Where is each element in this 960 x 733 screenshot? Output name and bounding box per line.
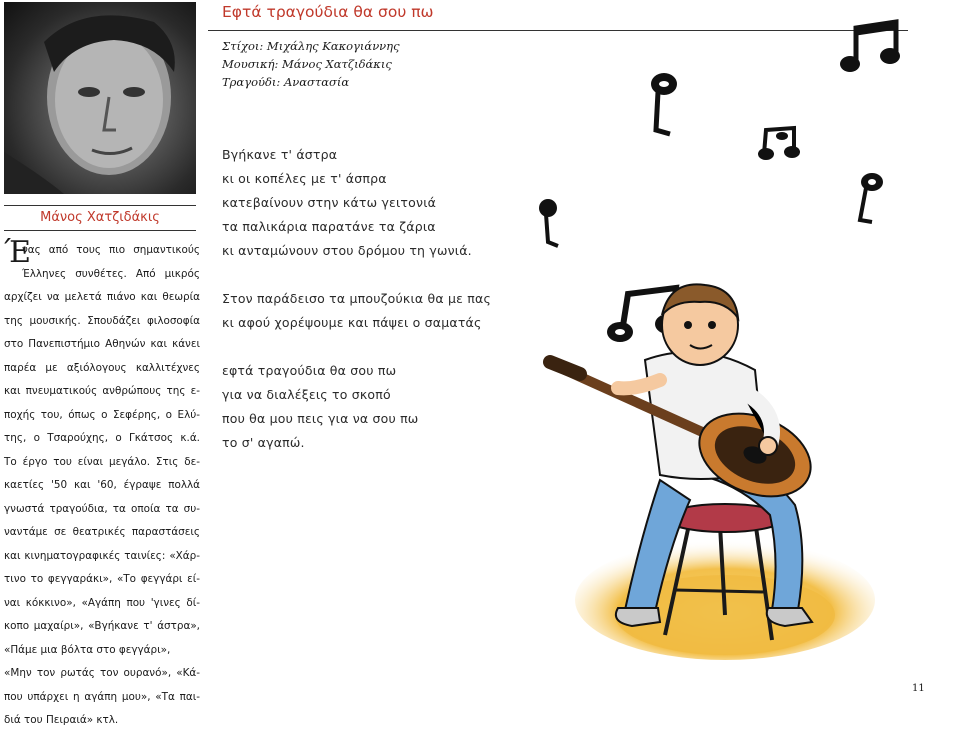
lyric-line: που θα μου πεις για να σου πω: [222, 411, 419, 426]
drop-cap: Έ: [4, 235, 31, 270]
eighth-note-icon: [640, 70, 686, 140]
lyric-line: για να διαλέξεις το σκοπό: [222, 387, 391, 402]
lyric-line: κι οι κοπέλες με τ' άσπρα: [222, 171, 387, 186]
bio-line: ναι κόκκινο», «Αγάπη που 'γινες δί-: [4, 596, 200, 609]
lyricist-credit: Στίχοι: Μιχάλης Κακογιάννης: [222, 39, 400, 53]
song-credits: [222, 37, 400, 91]
beamed-note-icon: [756, 124, 802, 162]
lyric-line: τα παλικάρια παρατάνε τα ζάρια: [222, 219, 436, 234]
lyric-line: κι αφού χορέψουμε και πάψει ο σαματάς: [222, 315, 482, 330]
eighth-note-icon: [848, 170, 888, 228]
bio-line: παρέα με αξιόλογους καλλιτέχνες: [4, 361, 200, 374]
bouzouki-player-illustration: [540, 270, 920, 670]
eighth-note-icon: [532, 196, 566, 252]
singer-credit: Τραγούδι: Αναστασία: [222, 75, 350, 89]
bio-line: καετίες '50 και '60, έγραψε πολλά: [4, 479, 200, 491]
lyric-line: Βγήκανε τ' άστρα: [222, 147, 338, 162]
song-title: Εφτά τραγούδια θα σου πω: [222, 3, 434, 21]
bio-line: αρχίζει να μελετά πιάνο και θεωρία: [4, 291, 200, 303]
bio-line: της, ο Τσαρούχης, ο Γκάτσος κ.ά.: [4, 432, 200, 444]
lyric-line: Στον παράδεισο τα μπουζούκια θα με πας: [222, 291, 491, 306]
bio-line: ναντάμε σε θεατρικές παραστάσεις: [4, 526, 200, 538]
composer-credit: Μουσική: Μάνος Χατζιδάκις: [222, 57, 392, 71]
composer-name: Μάνος Χατζιδάκις: [4, 205, 196, 231]
lyric-line: εφτά τραγούδια θα σου πω: [222, 363, 397, 378]
bio-line: της μουσικής. Σπουδάζει φιλοσοφία: [4, 314, 200, 327]
lyrics-verse-3: [222, 359, 491, 455]
composer-photo: [4, 2, 196, 194]
bio-line: ποχής του, όπως ο Σεφέρης, ο Ελύ-: [4, 408, 200, 421]
lyrics-verse-2: [222, 287, 491, 335]
lyrics-verse-1: [222, 143, 491, 263]
bio-line: και κινηματογραφικές ταινίες: «Χάρ-: [4, 549, 200, 562]
bio-line: «Μην τον ρωτάς τον ουρανό», «Κά-: [4, 667, 200, 679]
bio-line: και πνευματικούς ανθρώπους της ε-: [4, 385, 200, 397]
lyric-line: το σ' αγαπώ.: [222, 435, 305, 450]
page-number: 11: [912, 683, 925, 694]
lyric-line: κατεβαίνουν στην κάτω γειτονιά: [222, 195, 437, 210]
bio-line: Το έργο του είναι μεγάλο. Στις δε-: [4, 455, 200, 468]
bio-line: γνωστά τραγούδια, τα οποία τα συ-: [4, 502, 200, 515]
song-lyrics: [222, 143, 491, 479]
title-divider: [208, 30, 908, 31]
bio-line: κοπο μαχαίρι», «Βγήκανε τ' άστρα»,: [4, 620, 200, 632]
beamed-note-icon: [838, 18, 904, 78]
bio-line: «Πάμε μια βόλτα στο φεγγάρι»,: [4, 643, 171, 656]
lyric-line: κι ανταμώνουν στου δρόμου τη γωνιά.: [222, 243, 472, 258]
bio-line: Έλληνες συνθέτες. Από μικρός: [22, 267, 200, 280]
bio-line: διά του Πειραιά» κτλ.: [4, 714, 119, 726]
composer-biography: [4, 235, 200, 733]
bio-line: τινο το φεγγαράκι», «Το φεγγάρι εί-: [4, 573, 200, 585]
bio-line: νας από τους πιο σημαντικούς: [22, 244, 200, 256]
bio-line: που υπάρχει η αγάπη μου», «Τα παι-: [4, 690, 200, 703]
bio-line: στο Πανεπιστήμιο Αθηνών και κάνει: [4, 338, 200, 350]
